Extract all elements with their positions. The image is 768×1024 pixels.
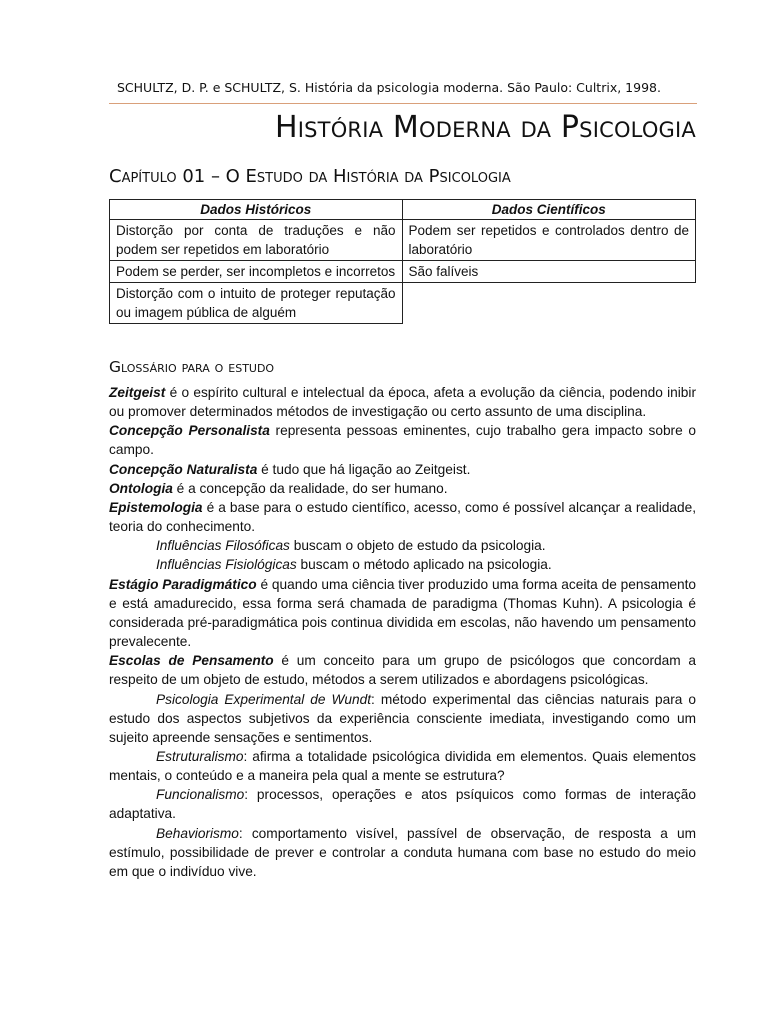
glossary-subterm: Psicologia Experimental de Wundt [156,691,372,707]
table-cell: Podem ser repetidos e controlados dentro de laboratório [402,220,696,261]
table-header-cell: Dados Históricos [110,200,403,220]
glossary-term: Concepção Naturalista [109,461,258,477]
glossary-term: Escolas de Pensamento [109,653,274,669]
glossary-subentry [109,690,696,747]
glossary-subterm: Funcionalismo [156,787,245,803]
glossary-definition: : método experimental das ciências naturais para o estudo dos aspectos subjetivos da experiência consciente imediata, investigando como um sujeito apreende sensações e sentimentos. [109,691,696,745]
glossary-entry [109,651,696,689]
glossary-entry [109,460,696,479]
glossary-subentry [109,536,696,555]
glossary-term: Concepção Personalista [109,423,270,439]
glossary-definition: representa pessoas eminentes, cujo trabalho gera impacto sobre o campo. [109,423,697,458]
chapter-heading: Capítulo 01 – O Estudo da História da Psicologia [109,166,511,187]
glossary-definition: buscam o método aplicado na psicologia. [296,557,552,573]
glossary-subentry [109,747,696,785]
glossary-definition: é um conceito para um grupo de psicólogos que concordam a respeito de um objeto de estudo, métodos a serem utilizados e abordagens psicológicas. [109,653,696,688]
table-row [110,283,696,324]
glossary-entry [109,498,696,536]
glossary-definition: é quando uma ciência tiver produzido uma forma aceita de pensamento e está amadurecido, essa forma será chamada de paradigma (Thomas Kuhn). A psicologia é considerada pré-paradigmática pois continua dividida em escolas, não havendo um pensamento prevalecente. [109,576,697,650]
table-cell-empty [402,283,696,324]
glossary-subentry [109,555,696,574]
glossary-subterm: Influências Filosóficas [156,538,290,554]
table-row [110,261,696,283]
glossary-body [109,383,696,881]
document-title: História Moderna da Psicologia [274,110,696,145]
glossary-definition: é o espírito cultural e intelectual da época, afeta a evolução da ciência, podendo inibir ou promover determinados métodos de investigação ou certo assunto de uma disciplina. [109,385,696,420]
glossary-term: Ontologia [109,480,173,496]
glossary-subterm: Estruturalismo [156,748,244,764]
glossary-definition: : comportamento visível, passível de observação, de resposta a um estímulo, possibilidade de prever e controlar a conduta humana com base no estudo do meio em que o indivíduo vive. [109,825,696,879]
glossary-subentry [109,785,696,823]
glossary-definition: é a concepção da realidade, do ser humano. [172,480,448,496]
table-cell: Distorção por conta de traduções e não podem ser repetidos em laboratório [110,220,403,261]
glossary-entry [109,383,696,421]
glossary-definition: é a base para o estudo científico, acesso, como é possível alcançar a realidade, teoria do conhecimento. [109,499,696,535]
comparison-table [109,199,696,324]
table-cell: Distorção com o intuito de proteger reputação ou imagem pública de alguém [110,283,403,324]
table-row [110,220,696,261]
table-header-cell: Dados Científicos [402,200,696,220]
glossary-term: Estágio Paradigmático [109,576,257,592]
glossary-subterm: Behaviorismo [156,825,239,841]
glossary-entry [109,575,696,652]
glossary-definition: é tudo que há ligação ao Zeitgeist. [257,461,471,477]
glossary-term: Zeitgeist [109,385,166,400]
bibliographic-reference: SCHULTZ, D. P. e SCHULTZ, S. História da psicologia moderna. São Paulo: Cultrix, 1998. [117,80,661,95]
glossary-definition: : afirma a totalidade psicológica dividida em elementos. Quais elementos mentais, o conteúdo e a maneira pela qual a mente se estrutura? [109,748,696,784]
header-divider [109,103,697,104]
table-cell: São falíveis [402,261,696,283]
table-cell: Podem se perder, ser incompletos e incorretos [110,261,403,283]
glossary-heading: Glossário para o estudo [109,358,275,376]
glossary-definition: buscam o objeto de estudo da psicologia. [289,538,546,554]
glossary-entry [109,479,696,498]
glossary-entry [109,421,696,459]
table-header-row [110,200,696,220]
glossary-subterm: Influências Fisiológicas [156,557,297,573]
glossary-definition: : processos, operações e atos psíquicos como formas de interação adaptativa. [109,787,696,822]
glossary-term: Epistemologia [109,499,203,515]
glossary-subentry [109,824,696,881]
